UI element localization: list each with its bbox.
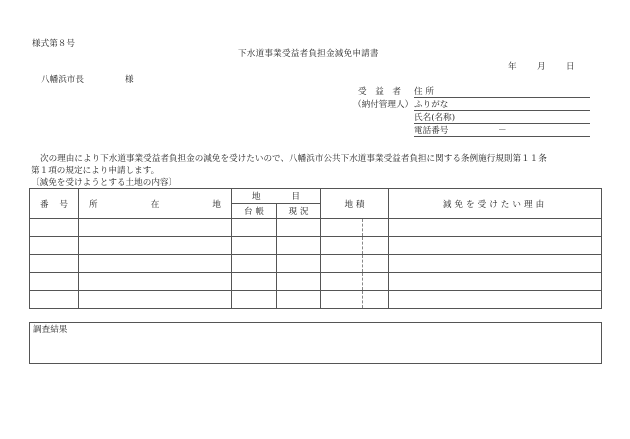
header-chimoku: 地 目: [232, 189, 321, 204]
land-table: [29, 188, 602, 309]
table-row: [30, 291, 602, 309]
result-label: 調査結果: [33, 325, 68, 335]
phone-line[interactable]: [414, 136, 590, 137]
header-location: 所 在 地: [79, 189, 232, 219]
furigana-line[interactable]: [414, 110, 590, 111]
addressee-honorific: 様: [125, 75, 134, 85]
header-number: 番 号: [30, 189, 79, 219]
addressee-name: 八幡浜市長: [41, 75, 84, 85]
name-label: 氏名(名称): [414, 113, 456, 123]
payer-label: （納付管理人）: [353, 100, 414, 110]
body-text-line1: 次の理由により下水道事業受益者負担金の減免を受けたいので、八幡浜市公共下水道事業受益者負担に関する条例施行規則第１１条: [40, 154, 547, 164]
table-row: [30, 237, 602, 255]
furigana-label: ふりがな: [414, 100, 449, 110]
section-heading: 〔減免を受けようとする土地の内容〕: [31, 178, 178, 188]
header-area: 地 積: [321, 189, 389, 219]
date-month-label: 月: [537, 62, 546, 72]
address-line[interactable]: [414, 97, 590, 98]
phone-label: 電話番号: [414, 126, 449, 136]
form-title: 下水道事業受益者負担金減免申請書: [238, 49, 379, 59]
beneficiary-label: 受 益 者: [358, 87, 401, 97]
header-reason: 減免を受けたい理由: [389, 189, 602, 219]
body-text-line2: 第１項の規定により申請します。: [31, 166, 160, 176]
header-current: 現 況: [277, 204, 321, 219]
date-day-label: 日: [566, 62, 575, 72]
table-row: [30, 255, 602, 273]
result-box[interactable]: [29, 322, 602, 364]
address-label: 住 所: [414, 87, 434, 97]
table-row: [30, 219, 602, 237]
name-line[interactable]: [414, 123, 590, 124]
phone-separator: －: [498, 126, 507, 136]
date-year-label: 年: [508, 62, 517, 72]
form-number: 様式第８号: [32, 39, 75, 49]
table-row: [30, 273, 602, 291]
header-register: 台 帳: [232, 204, 277, 219]
